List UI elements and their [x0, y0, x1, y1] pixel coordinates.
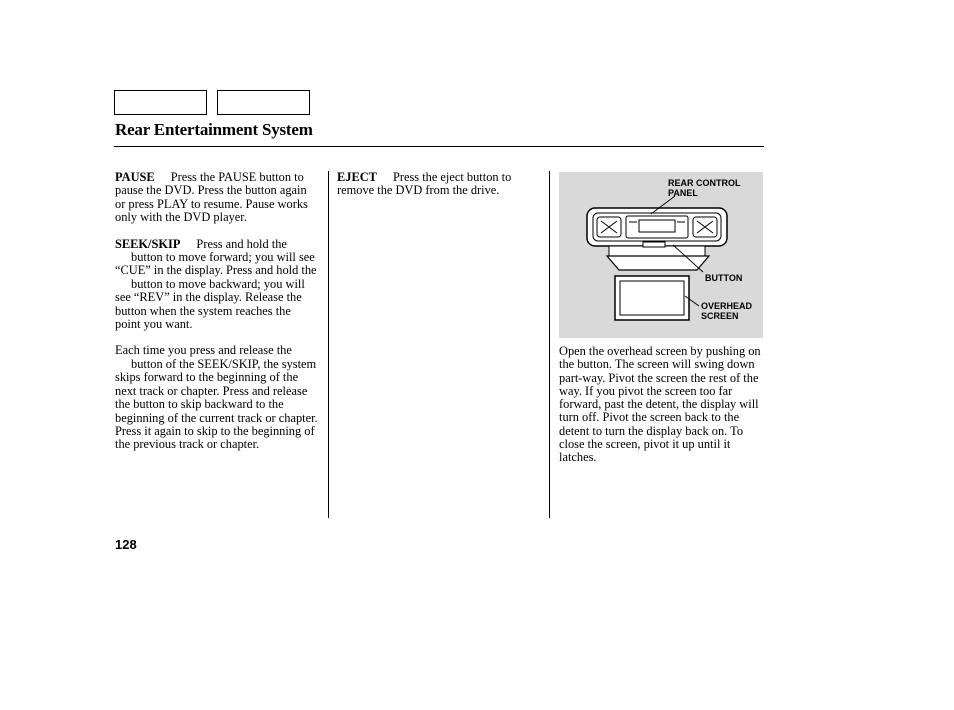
pause-text: Press the PAUSE button to pause the DVD. Press the button again or press PLAY to resume. Pause works only with the DVD player.: [115, 170, 308, 225]
nav-tab-1[interactable]: [114, 90, 207, 115]
page-number: 128: [115, 537, 137, 552]
eject-term: EJECT: [337, 170, 377, 184]
seek-text-2: button to move forward; you will see “CUE” in the display. Press and hold the: [115, 250, 317, 278]
eject-paragraph: [337, 171, 537, 198]
label-button: BUTTON: [705, 273, 743, 283]
skip-text-2: button of the SEEK/SKIP, the system skips forward to the beginning of the next track or chapter. Press and release the button to skip backward to the beginning of the current track or chapter. Press it again to skip to the beginning of the previous track or chapter.: [115, 356, 318, 452]
title-divider: [114, 146, 764, 147]
column-left: [115, 171, 319, 465]
pause-term: PAUSE: [115, 170, 155, 184]
pause-paragraph: [115, 171, 319, 225]
skip-text-1: Each time you press and release the: [115, 343, 292, 358]
seek-text-3: button to move backward; you will see “REV” in the display. Release the button when the system reaches the point you want.: [115, 276, 305, 332]
seek-term: SEEK/SKIP: [115, 236, 181, 251]
label-rear-control-panel: REAR CONTROL PANEL: [668, 178, 741, 198]
overhead-screen-instructions: Open the overhead screen by pushing on the button. The screen will swing down part-way. Pivot the screen the rest of the way. If you pivot the screen too far forward, past the detent, the display will turn off. Pivot the screen back to the detent to turn the display back on. To close the screen, pivot it up until it latches.: [559, 344, 761, 465]
nav-tab-2[interactable]: [217, 90, 310, 115]
skip-paragraph: [115, 344, 319, 451]
overhead-screen-figure: [559, 172, 763, 338]
column-divider-2: [549, 171, 550, 518]
eject-text: Press the eject button to remove the DVD from the drive.: [337, 170, 512, 198]
page-title: Rear Entertainment System: [115, 120, 313, 139]
column-middle: [337, 171, 537, 211]
seek-text-1: Press and hold the: [196, 236, 287, 251]
seek-paragraph: [115, 238, 319, 332]
label-overhead-screen: OVERHEAD SCREEN: [701, 301, 753, 321]
column-divider-1: [328, 171, 329, 518]
